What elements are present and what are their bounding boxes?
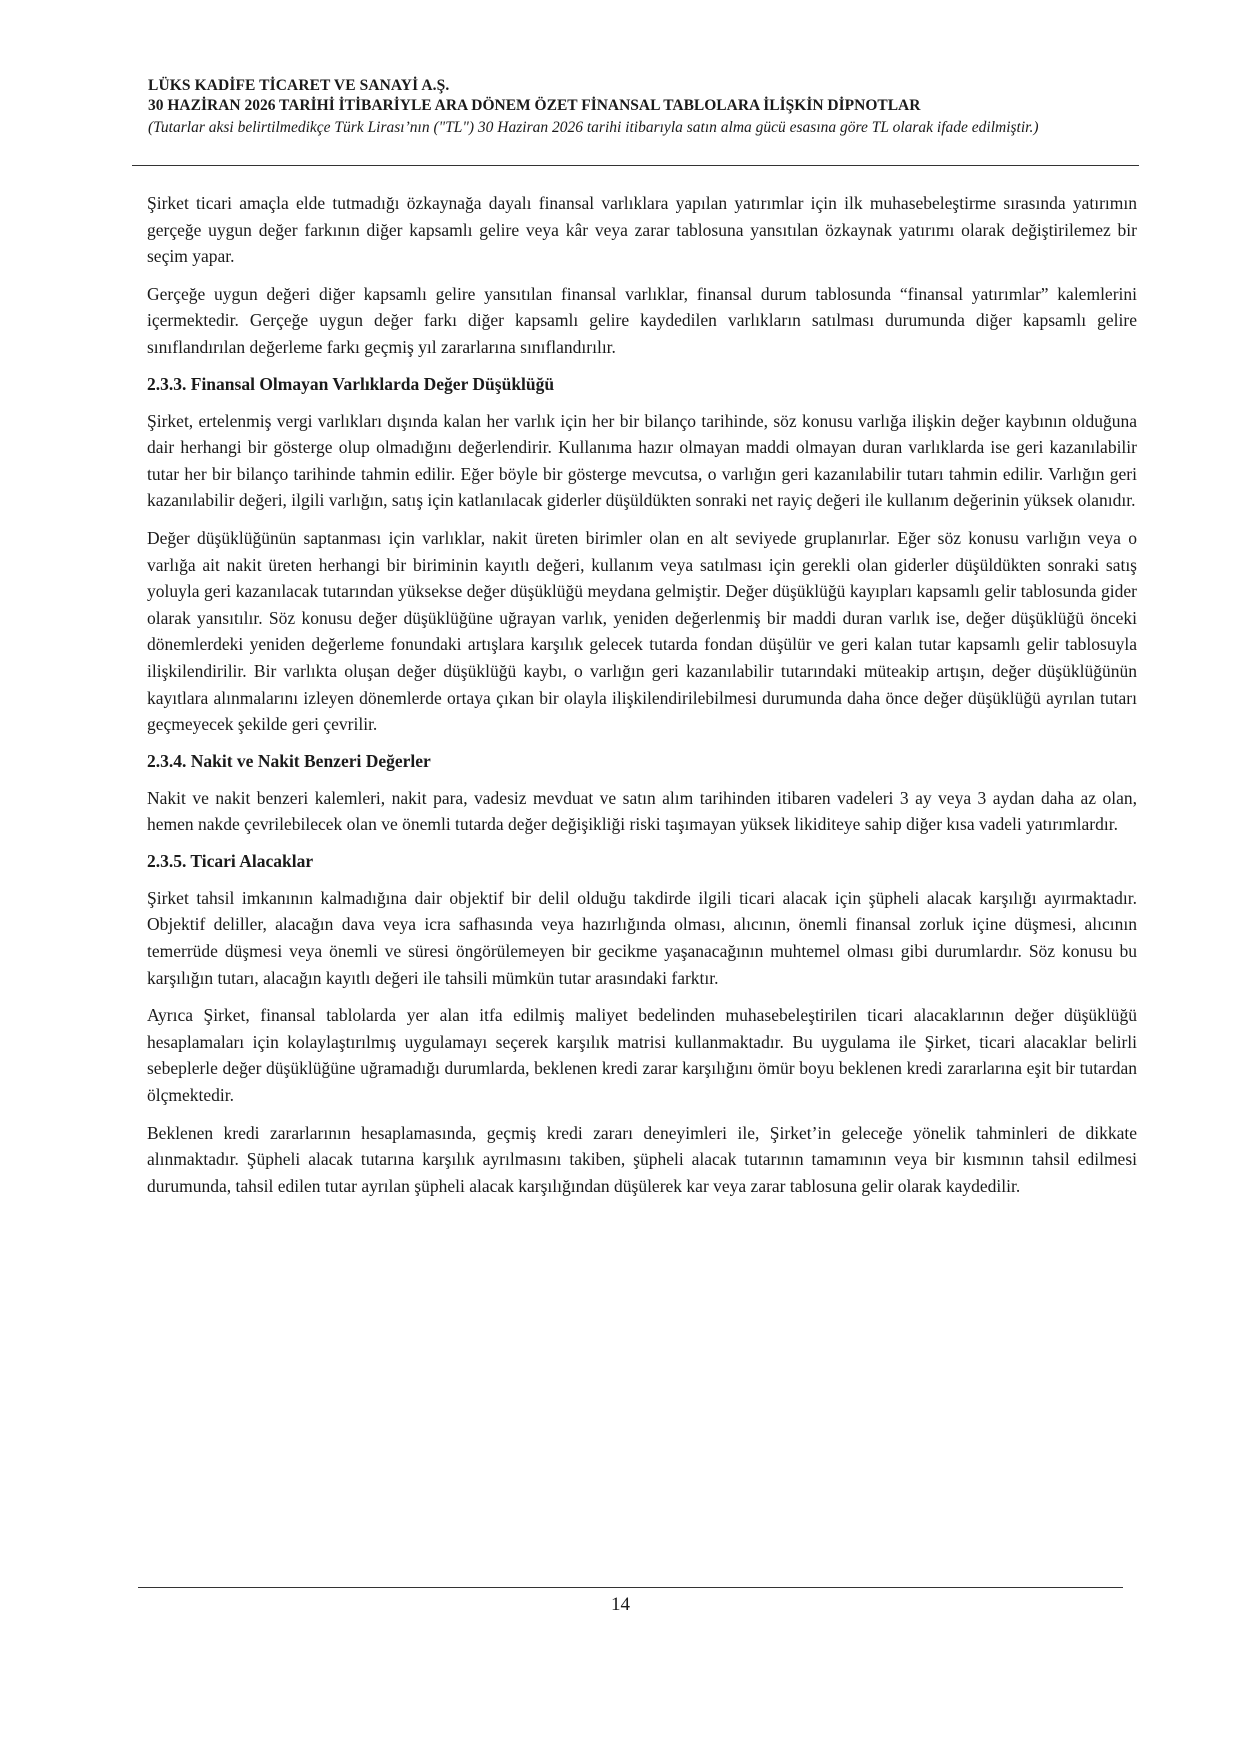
paragraph: Şirket, ertelenmiş vergi varlıkları dışında kalan her varlık için her bir bilanço tarihinde, söz konusu varlığa ilişkin değer kaybının olduğuna dair herhangi bir gösterge olup olmadığını değerlendirir. Kullanıma hazır olmayan maddi olmayan duran varlıklarda ise geri kazanılabilir tutar her bir bilanço tarihinde tahmin edilir. Eğer böyle bir gösterge mevcutsa, o varlığın geri kazanılabilir tutarı tahmin edilir. Varlığın geri kazanılabilir değeri, ilgili varlığın, satış için katlanılacak giderler düşüldükten sonraki net rayiç değeri ile kullanım değerinin yüksek olanıdır.	[147, 410, 1137, 511]
page-body	[147, 190, 1137, 1210]
paragraph: Nakit ve nakit benzeri kalemleri, nakit para, vadesiz mevduat ve satın alım tarihinden itibaren vadeleri 3 ay veya 3 aydan daha az olan, hemen nakde çevrilebilecek olan ve önemli tutarda değer değişikliği riski taşımayan yüksek likiditeye sahip diğer kısa vadeli yatırımlardır.	[147, 787, 1137, 835]
paragraph: Ayrıca Şirket, finansal tablolarda yer alan itfa edilmiş maliyet bedelinden muhasebeleştirilen ticari alacaklarının değer düşüklüğü hesaplamaları için kolaylaştırılmış uygulamayı seçerek karşılık matrisi kullanmaktadır. Bu uygulama ile Şirket, ticari alacaklar belirli sebeplerle değer düşüklüğüne uğramadığı durumlarda, beklenen kredi zarar karşılığını ömür boyu beklenen kredi zararlarına eşit bir tutardan ölçmektedir.	[147, 1005, 1137, 1106]
company-name: LÜKS KADİFE TİCARET VE SANAYİ A.Ş.	[148, 77, 450, 94]
footer-divider	[138, 1587, 1123, 1588]
paragraph: Şirket tahsil imkanının kalmadığına dair objektif bir delil olduğu takdirde ilgili ticari alacak için şüpheli alacak karşılığı ayırmaktadır. Objektif deliller, alacağın dava veya icra safhasında veya hazırlığında olması, alıcının, önemli finansal zorluk içine düşmesi, alıcının temerrüde düşmesi veya önemli ve süresi öngörülemeyen bir gecikme yaşanacağının muhtemel olması gibi durumlardır. Söz konusu bu karşılığın tutarı, alacağın kayıtlı değeri ile tahsili mümkün tutar arasındaki farktır.	[147, 887, 1137, 988]
page-header	[148, 76, 1138, 138]
paragraph: Beklenen kredi zararlarının hesaplamasında, geçmiş kredi zararı deneyimleri ile, Şirket’in geleceğe yönelik tahminleri de dikkate alınmaktadır. Şüpheli alacak tutarına karşılık ayrılmasını takiben, şüpheli alacak tutarının tamamının veya bir kısmının tahsil edilmesi durumunda, tahsil edilen tutar ayrılan şüpheli alacak karşılığından düşülerek kar veya zarar tablosuna gelir olarak kaydedilir.	[147, 1122, 1137, 1196]
section-heading: 2.3.4. Nakit ve Nakit Benzeri Değerler	[147, 750, 431, 771]
report-title: 30 HAZİRAN 2026 TARİHİ İTİBARİYLE ARA DÖNEM ÖZET FİNANSAL TABLOLARA İLİŞKİN DİPNOTLAR	[148, 97, 921, 114]
paragraph: Değer düşüklüğünün saptanması için varlıklar, nakit üreten birimler olan en alt seviyede gruplanırlar. Eğer söz konusu varlığın veya o varlığa ait nakit üreten herhangi bir biriminin kayıtlı değeri, kullanım veya satılması için gerekli olan giderler düşüldükten sonraki satış yoluyla geri kazanılacak tutarından yüksekse değer düşüklüğü meydana gelmiştir. Değer düşüklüğü kayıpları kapsamlı gelir tablosunda gider olarak yansıtılır. Söz konusu değer düşüklüğüne uğrayan varlık, yeniden değerlenmiş bir maddi duran varlık ise, değer düşüklüğü önceki dönemlerdeki yeniden değerleme fonundaki artışlara karşılık gelecek tutarda fondan düşülür ve geri kalan tutar kapsamlı gelir tablosuyla ilişkilendirilir. Bir varlıkta oluşan değer düşüklüğü kaybı, o varlığın geri kazanılabilir tutarındaki müteakip artışın, değer düşüklüğünün kayıtlara alınmalarını izleyen dönemlerde ortaya çıkan bir olayla ilişkilendirilebilmesi durumunda daha önce değer düşüklüğü ayrılan tutarı geçmeyecek şekilde geri çevrilir.	[147, 527, 1137, 735]
section-heading: 2.3.5. Ticari Alacaklar	[147, 850, 314, 871]
paragraph: Şirket ticari amaçla elde tutmadığı özkaynağa dayalı finansal varlıklara yapılan yatırımlar için ilk muhasebeleştirme sırasında yatırımın gerçeğe uygun değer farkının diğer kapsamlı gelire veya kâr veya zarar tablosuna yansıtılan özkaynak yatırımı olarak değiştirilemez bir seçim yapar.	[147, 193, 1137, 267]
section-heading: 2.3.3. Finansal Olmayan Varlıklarda Değer Düşüklüğü	[147, 373, 555, 394]
paragraph: Gerçeğe uygun değeri diğer kapsamlı gelire yansıtılan finansal varlıklar, finansal durum tablosunda “finansal yatırımlar” kalemlerini içermektedir. Gerçeğe uygun değer farkı diğer kapsamlı gelire kaydedilen varlıkların satılması durumunda diğer kapsamlı gelire sınıflandırılan değerleme farkı geçmiş yıl zararlarına sınıflandırılır.	[147, 283, 1137, 357]
header-divider	[132, 165, 1139, 166]
currency-note: (Tutarlar aksi belirtilmedikçe Türk Lirası’nın ("TL") 30 Haziran 2026 tarihi itibarıyla satın alma gücü esasına göre TL olarak ifade edilmiştir.)	[148, 119, 1039, 136]
page-number: 14	[611, 1594, 630, 1615]
